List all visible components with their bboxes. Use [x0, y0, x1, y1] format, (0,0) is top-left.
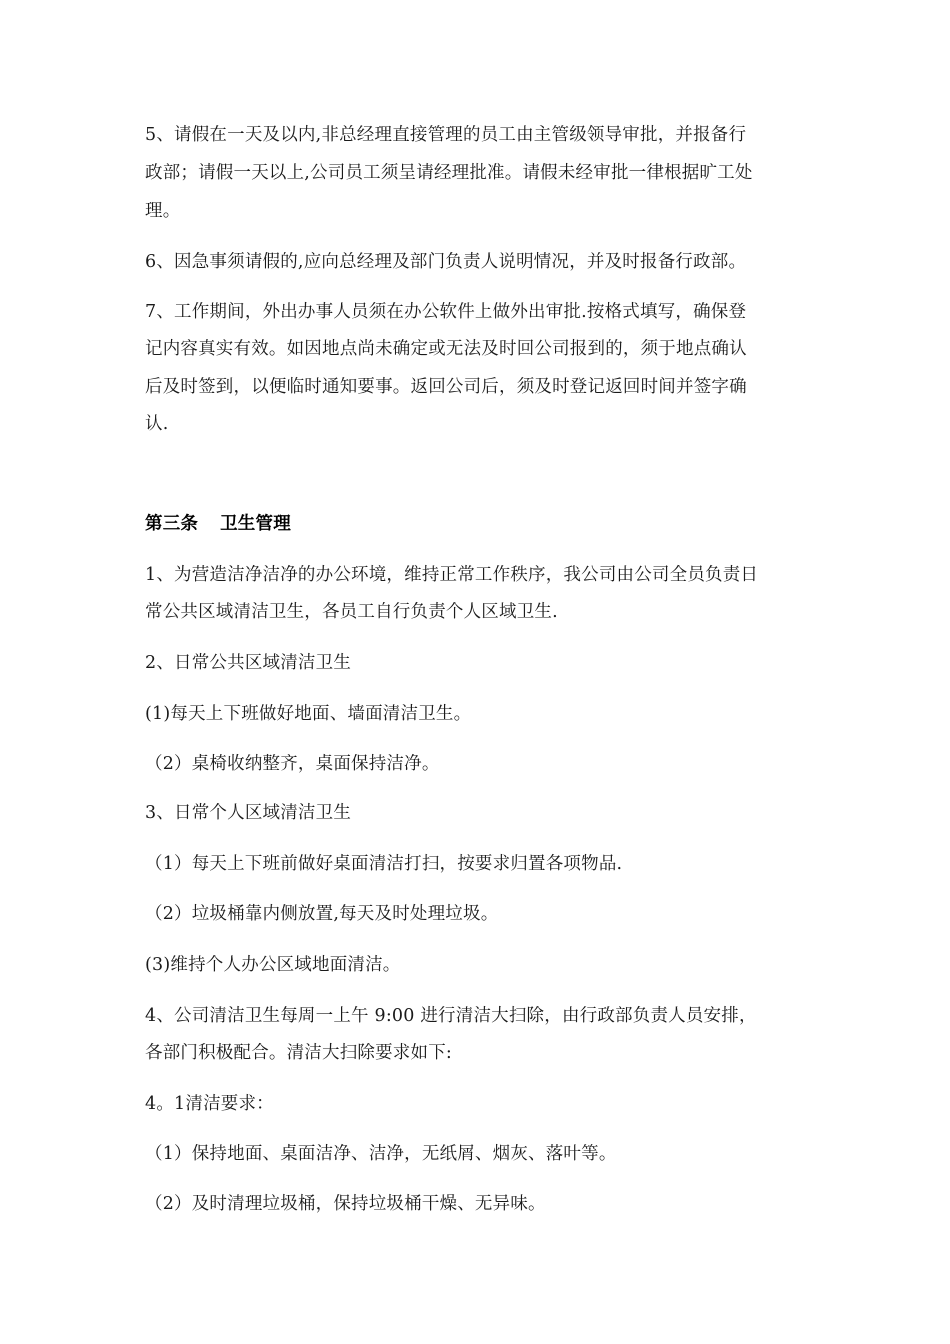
- item6-line1: 6、因急事须请假的,应向总经理及部门负责人说明情况，并及时报备行政部。: [145, 252, 747, 272]
- s3-item2-sub2: （2）桌椅收纳整齐，桌面保持洁净。: [145, 754, 440, 774]
- section-title: 卫生管理: [220, 514, 291, 534]
- item7-line4: 认.: [145, 414, 169, 434]
- item5-line2: 政部；请假一天以上,公司员工须呈请经理批准。请假未经审批一律根据旷工处: [145, 163, 753, 183]
- item5-line1: 5、请假在一天及以内,非总经理直接管理的员工由主管级领导审批，并报备行: [145, 125, 747, 145]
- s3-item4-subtitle: 4。1清洁要求：: [145, 1094, 274, 1114]
- s3-item2-sub1: (1)每天上下班做好地面、墙面清洁卫生。: [145, 704, 472, 724]
- s3-item3-sub2: （2）垃圾桶靠内侧放置,每天及时处理垃圾。: [145, 904, 499, 924]
- section-number: 第三条: [145, 514, 199, 534]
- s3-item3-title: 3、日常个人区域清洁卫生: [145, 803, 352, 823]
- s3-item4-line1: 4、公司清洁卫生每周一上午 9:00 进行清洁大扫除，由行政部负责人员安排，: [145, 1006, 757, 1026]
- s3-item3-sub1: （1）每天上下班前做好桌面清洁打扫，按要求归置各项物品.: [145, 854, 623, 874]
- s3-item4-req1: （1）保持地面、桌面洁净、洁净，无纸屑、烟灰、落叶等。: [145, 1144, 617, 1164]
- item7-line3: 后及时签到，以便临时通知要事。返回公司后，须及时登记返回时间并签字确: [145, 377, 747, 397]
- s3-item1-line2: 常公共区域清洁卫生，各员工自行负责个人区域卫生.: [145, 602, 558, 622]
- s3-item4-line2: 各部门积极配合。清洁大扫除要求如下:: [145, 1043, 452, 1063]
- section-heading: [145, 516, 291, 534]
- item7-line2: 记内容真实有效。如因地点尚未确定或无法及时回公司报到的，须于地点确认: [145, 339, 747, 359]
- s3-item3-sub3: (3)维持个人办公区域地面清洁。: [145, 955, 401, 975]
- s3-item1-line1: 1、为营造洁净洁净的办公环境，维持正常工作秩序，我公司由公司全员负责日: [145, 565, 759, 585]
- item7-line1: 7、工作期间，外出办事人员须在办公软件上做外出审批.按格式填写，确保登: [145, 302, 747, 322]
- item5-line3: 理。: [145, 201, 181, 221]
- s3-item4-req2: （2）及时清理垃圾桶，保持垃圾桶干燥、无异味。: [145, 1194, 546, 1214]
- s3-item2-title: 2、日常公共区域清洁卫生: [145, 653, 352, 673]
